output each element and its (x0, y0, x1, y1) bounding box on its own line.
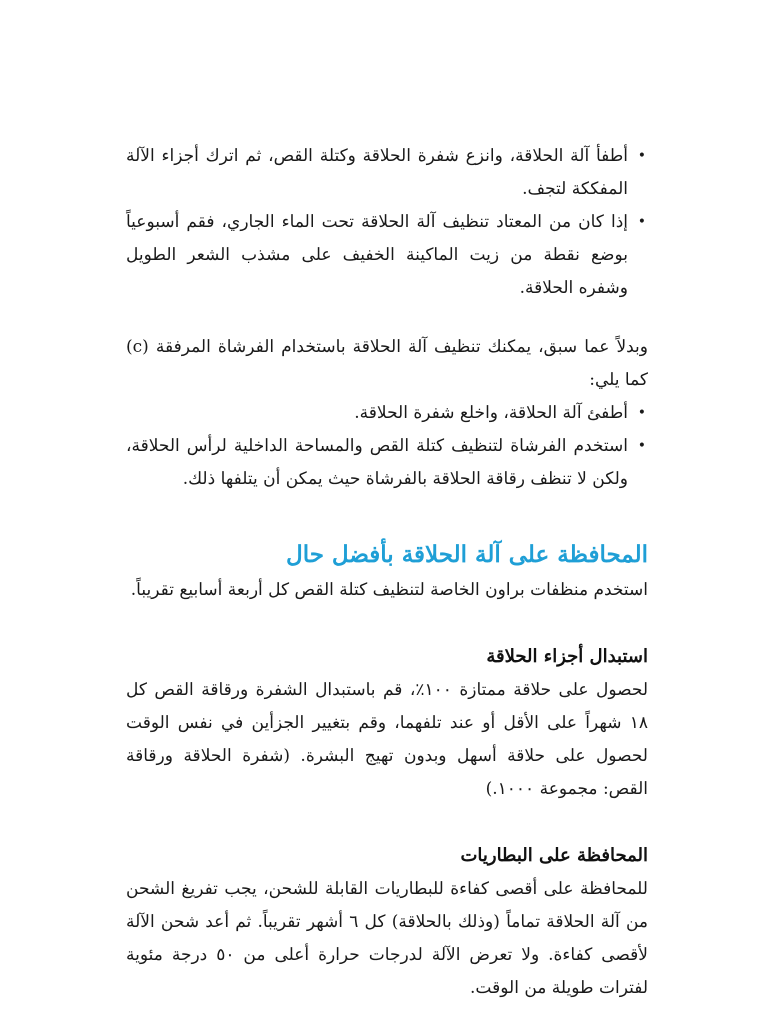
spacer (126, 607, 648, 640)
spacer (126, 496, 648, 536)
list-item (126, 140, 648, 206)
list-item (126, 206, 648, 305)
list-item-text: إذا كان من المعتاد تنظيف آلة الحلاقة تحت الماء الجاري، فقم أسبوعياً بوضع نقطة من زيت الماكينة الخفيف على مشذب الشعر الطويل وشفره الحلاقة. (126, 212, 628, 298)
list-item (126, 430, 648, 496)
replace-parts-text: لحصول على حلاقة ممتازة ١٠٠٪، قم باستبدال الشفرة ورقاقة القص كل ١٨ شهراً على الأقل أو عند تلفهما، وقم بتغيير الجزأين في نفس الوقت لحصول على حلاقة أسهل وبدون تهيج البشرة. (شفرة الحلاقة ورقاقة القص: مجموعة ١٠٠٠.) (126, 680, 648, 799)
bullet-icon: • (637, 214, 646, 230)
cleaning-steps-list (126, 140, 648, 305)
maintenance-intro: استخدم منظفات براون الخاصة لتنظيف كتلة القص كل أربعة أسابيع تقريباً. (130, 580, 648, 600)
subheading-replace-parts: استبدال أجزاء الحلاقة (486, 646, 648, 667)
spacer (126, 305, 648, 331)
battery-care-text: للمحافظة على أقصى كفاءة للبطاريات القابلة للشحن، يجب تفريغ الشحن من آلة الحلاقة تماماً (وذلك بالحلاقة) كل ٦ أشهر تقريباً. ثم أعد شحن الآلة لأقصى كفاءة. ولا تعرض الآلة لدرجات حرارة أعلى من ٥٠ درجة مئوية لفترات طويلة من الوقت. (126, 879, 648, 998)
brush-cleaning-list (126, 397, 648, 496)
subheading-battery-care: المحافظة على البطاريات (460, 845, 648, 866)
spacer (126, 806, 648, 839)
section-title-maintenance: المحافظة على آلة الحلاقة بأفضل حال (285, 541, 648, 568)
brush-cleaning-intro: وبدلاً عما سبق، يمكنك تنظيف آلة الحلاقة باستخدام الفرشاة المرفقة (c) كما يلي: (126, 337, 648, 390)
list-item (126, 397, 648, 430)
list-item-text: استخدم الفرشاة لتنظيف كتلة القص والمساحة الداخلية لرأس الحلاقة، ولكن لا تنظف رقاقة الحلاقة بالفرشاة حيث يمكن أن يتلفها ذلك. (126, 436, 628, 489)
bullet-icon: • (637, 438, 646, 454)
bullet-icon: • (637, 148, 646, 164)
list-item-text: أطفأ آلة الحلاقة، وانزع شفرة الحلاقة وكتلة القص، ثم اترك أجزاء الآلة المفككة لتجف. (126, 146, 628, 199)
list-item-text: أطفئ آلة الحلاقة، واخلع شفرة الحلاقة. (354, 403, 628, 423)
bullet-icon: • (637, 405, 646, 421)
page-content (126, 140, 648, 1005)
